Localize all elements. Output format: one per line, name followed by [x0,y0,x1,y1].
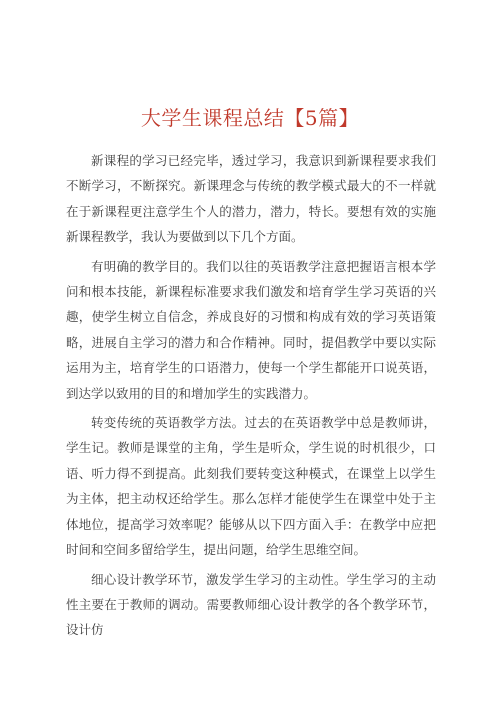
document-body [66,148,436,643]
paragraph-3: 转变传统的英语教学方法。过去的在英语教学中总是教师讲，学生记。教师是课堂的主角，学生是听众，学生说的时机很少，口语、听力得不到提高。此刻我们要转变这种模式，在课堂上以学生为主体，把主动权还给学生。那么怎样才能使学生在课堂中处于主体地位，提高学习效率呢？能够从以下四方面入手：在教学中应把时间和空间多留给学生，提出问题，给学生思维空间。 [66,415,436,558]
document-title: 大学生课程总结【5篇】 [140,106,360,130]
paragraph-2: 有明确的教学目的。我们以往的英语教学注意把握语言根本学问和根本技能，新课程标准要求我们激发和培育学生学习英语的兴趣，使学生树立自信念，养成良好的习惯和构成有效的学习英语策略，进展自主学习的潜力和合作精神。同时，提倡教学中要以实际运用为主，培育学生的口语潜力，使每一个学生都能开口说英语，到达学以致用的目的和增加学生的实践潜力。 [66,258,436,401]
paragraph-4: 细心设计教学环节，激发学生学习的主动性。学生学习的主动性主要在于教师的调动。需要教师细心设计教学的各个教学环节，设计仿 [66,571,436,638]
paragraph-1: 新课程的学习已经完毕，透过学习，我意识到新课程要求我们不断学习，不断探究。新课理念与传统的教学模式最大的不一样就在于新课程更注意学生个人的潜力，潜力，特长。要想有效的实施新课程教学，我认为要做到以下几个方面。 [66,153,436,245]
